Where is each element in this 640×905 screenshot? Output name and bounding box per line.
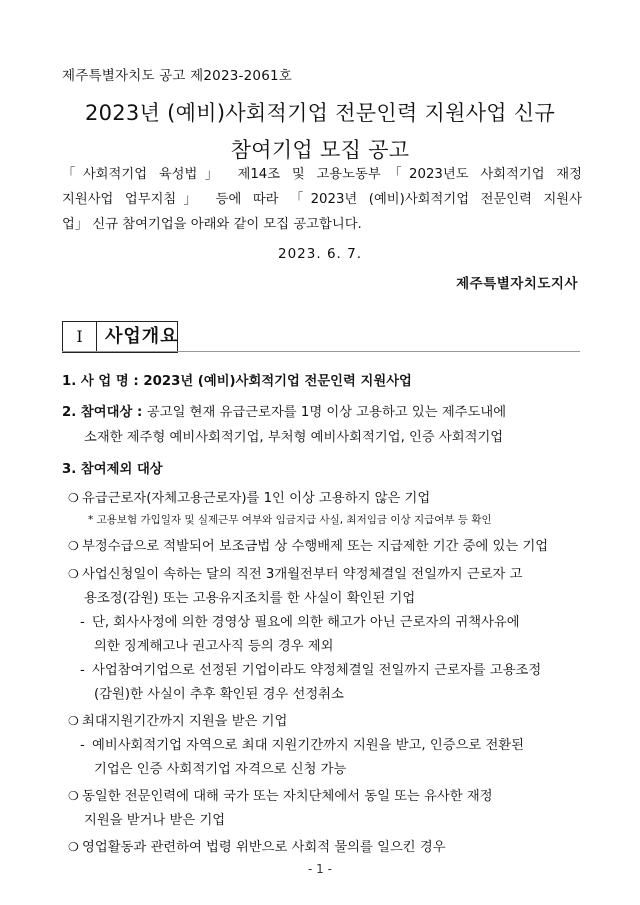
subitem-text-cont: 기업은 인증 사회적기업 자격으로 신청 가능 <box>94 762 347 777</box>
dash-bullet: - <box>80 663 85 678</box>
exclusion-text-cont: 용조정(감원) 또는 고용유지조치를 한 사실이 확인된 기업 <box>84 591 416 606</box>
circle-bullet-icon: ❍ <box>68 714 79 728</box>
exclusion-item <box>68 563 522 582</box>
circle-bullet-icon: ❍ <box>68 789 79 803</box>
exclusion-item <box>68 785 493 804</box>
exclusion-subitem <box>80 734 524 753</box>
section-title: 사업개요 <box>105 326 179 347</box>
subitem-text-cont: 의한 징계해고나 권고사직 등의 경우 제외 <box>94 639 334 654</box>
exclusion-item <box>68 487 430 506</box>
intro-paragraph <box>62 162 582 237</box>
issuer-name: 제주특별자치도지사 <box>456 276 578 292</box>
dash-bullet: - <box>80 615 85 630</box>
notice-date: 2023. 6. 7. <box>278 246 362 262</box>
intro-line: 「사회적기업 육성법」 제14조 및 고용노동부「2023년도 사회적기업 재정 <box>62 167 582 182</box>
exclusion-text-cont: 지원을 받거나 받은 기업 <box>84 813 226 828</box>
item-label: 1. 사 업 명 : <box>62 374 144 389</box>
item-value: 2023년 (예비)사회적기업 전문인력 지원사업 <box>143 374 412 389</box>
section-divider <box>62 351 580 352</box>
exclusion-text: 사업신청일이 속하는 달의 직전 3개월전부터 약정체결일 전일까지 근로자 고 <box>82 567 523 582</box>
subitem-text-cont: (감원)한 사실이 추후 확인된 경우 선정취소 <box>94 687 344 702</box>
exclusion-text: 최대지원기간까지 지원을 받은 기업 <box>82 714 288 729</box>
subitem-text: 단, 회사사정에 의한 경영상 필요에 의한 해고가 아닌 근로자의 귀책사유에 <box>92 615 520 630</box>
item-eligibility-cont: 소재한 제주형 예비사회적기업, 부처형 예비사회적기업, 인증 사회적기업 <box>84 430 504 445</box>
exclusion-text: 부정수급으로 적발되어 보조금법 상 수행배제 또는 지급제한 기간 중에 있는 기업 <box>82 539 549 554</box>
section-number: I <box>63 322 97 352</box>
exclusion-item <box>68 535 548 554</box>
dash-bullet: - <box>80 738 85 753</box>
exclusion-item <box>68 836 446 855</box>
page-number: - 1 - <box>308 862 332 876</box>
item-value: 공고일 현재 유급근로자를 1명 이상 고용하고 있는 제주도내에 <box>146 405 507 420</box>
item-eligibility <box>62 401 506 420</box>
exclusion-text: 영업활동과 관련하여 법령 위반으로 사회적 물의를 일으킨 경우 <box>82 840 446 855</box>
subitem-text: 예비사회적기업 자역으로 최대 지원기간까지 지원을 받고, 인증으로 전환된 <box>92 738 525 753</box>
item-label: 2. 참여대상 : <box>62 405 147 420</box>
exclusion-note: * 고용보험 가입일자 및 실제근무 여부와 임금지급 사실, 최저임금 이상 지급여부 등 확인 <box>88 514 492 526</box>
item-exclusions-heading: 3. 참여제외 대상 <box>62 462 163 477</box>
item-project-name <box>62 370 412 389</box>
intro-line: 업」 신규 참여기업을 아래와 같이 모집 공고합니다. <box>62 217 362 232</box>
page-title-line1: 2023년 (예비)사회적기업 전문인력 지원사업 신규 <box>84 101 556 125</box>
exclusion-item <box>68 710 287 729</box>
circle-bullet-icon: ❍ <box>68 491 79 505</box>
exclusion-subitem <box>80 659 541 678</box>
page-title-line2: 참여기업 모집 공고 <box>230 138 410 162</box>
intro-line: 지원사업 업무지침」 등에 따라 「2023년 (예비)사회적기업 전문인력 지원사 <box>62 192 582 207</box>
subitem-text: 사업참여기업으로 선정된 기업이라도 약정체결일 전일까지 근로자를 고용조정 <box>92 663 542 678</box>
exclusion-text: 동일한 전문인력에 대해 국가 또는 자치단체에서 동일 또는 유사한 재정 <box>82 789 493 804</box>
circle-bullet-icon: ❍ <box>68 840 79 854</box>
exclusion-subitem <box>80 611 520 630</box>
exclusion-text: 유급근로자(자체고용근로자)를 1인 이상 고용하지 않은 기업 <box>82 491 431 506</box>
circle-bullet-icon: ❍ <box>68 567 79 581</box>
section-heading <box>62 321 178 353</box>
notice-number: 제주특별자치도 공고 제2023-2061호 <box>62 68 293 84</box>
circle-bullet-icon: ❍ <box>68 539 79 553</box>
